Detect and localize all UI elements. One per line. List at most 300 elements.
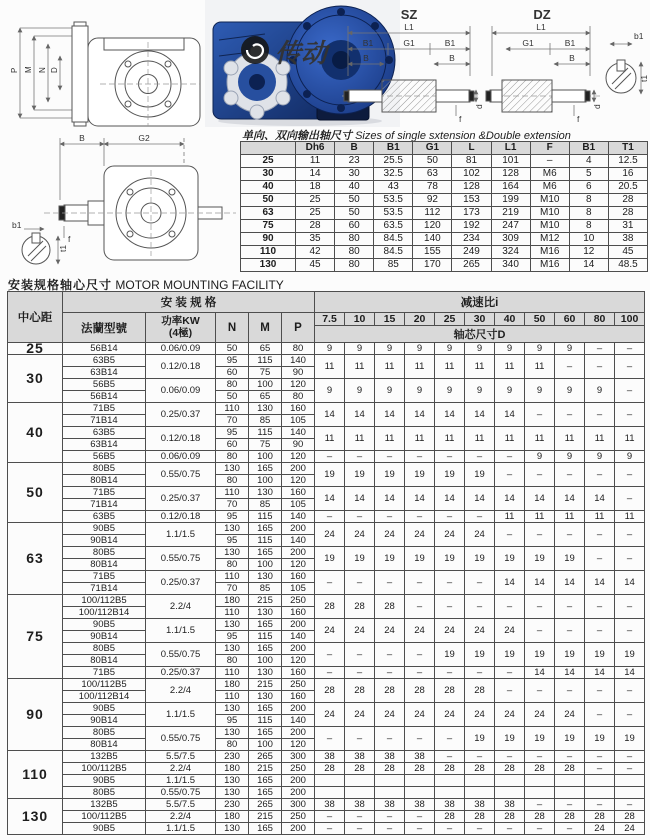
m-cell: 100 bbox=[249, 451, 282, 463]
shaft-d-cell: 11 bbox=[525, 355, 555, 379]
m-cell: 130 bbox=[249, 691, 282, 703]
dimension-row bbox=[241, 233, 648, 246]
p-cell: 200 bbox=[282, 463, 315, 475]
shaft-d-cell: 9 bbox=[495, 343, 525, 355]
shaft-d-cell: 19 bbox=[555, 727, 585, 751]
m-cell: 115 bbox=[249, 535, 282, 547]
sv-b-label: B bbox=[79, 133, 85, 143]
ratio-header-cell: 10 bbox=[345, 313, 375, 326]
shaft-d-cell: 11 bbox=[435, 427, 465, 451]
shaft-d-cell: 9 bbox=[525, 451, 555, 463]
n-cell: 110 bbox=[216, 667, 249, 679]
m-cell: 165 bbox=[249, 523, 282, 535]
shaft-d-cell: 19 bbox=[405, 463, 435, 487]
shaft-d-cell bbox=[345, 787, 375, 799]
shaft-d-cell: 19 bbox=[495, 547, 525, 571]
shaft-d-cell: – bbox=[435, 667, 465, 679]
flange-model-cell: 63B14 bbox=[63, 439, 146, 451]
power-cell: 2.2/4 bbox=[146, 763, 216, 775]
mounting-row bbox=[8, 343, 645, 355]
shaft-d-cell: 19 bbox=[495, 643, 525, 667]
shaft-d-cell: 19 bbox=[495, 727, 525, 751]
n-cell: 130 bbox=[216, 823, 249, 835]
shaft-d-cell: – bbox=[375, 511, 405, 523]
header-flange-model: 法蘭型號 bbox=[63, 313, 146, 343]
shaft-d-cell: 19 bbox=[345, 547, 375, 571]
shaft-d-cell bbox=[345, 775, 375, 787]
dim-value-cell: 340 bbox=[491, 259, 530, 272]
dimension-row bbox=[241, 246, 648, 259]
shaft-d-cell bbox=[315, 787, 345, 799]
flange-model-cell: 80B14 bbox=[63, 475, 146, 487]
shaft-d-cell: 11 bbox=[495, 427, 525, 451]
header-shaft-size: 轴芯尺寸D bbox=[315, 326, 645, 343]
mounting-row bbox=[8, 643, 645, 655]
model-cell: 110 bbox=[241, 246, 296, 259]
watermark-logo-icon bbox=[241, 36, 269, 64]
shaft-d-cell: 14 bbox=[525, 667, 555, 679]
shaft-d-cell: – bbox=[465, 511, 495, 523]
dim-value-cell: 35 bbox=[296, 233, 335, 246]
dim-value-cell: 4 bbox=[569, 155, 608, 168]
m-cell: 165 bbox=[249, 775, 282, 787]
shaft-d-cell: – bbox=[555, 523, 585, 547]
m-cell: 215 bbox=[249, 811, 282, 823]
p-cell: 120 bbox=[282, 655, 315, 667]
mounting-row bbox=[8, 451, 645, 463]
n-cell: 110 bbox=[216, 607, 249, 619]
shaft-d-cell: 11 bbox=[315, 355, 345, 379]
n-cell: 80 bbox=[216, 655, 249, 667]
mounting-row bbox=[8, 811, 645, 823]
ratio-header-cell: 40 bbox=[495, 313, 525, 326]
shaft-d-cell: 24 bbox=[525, 703, 555, 727]
n-cell: 110 bbox=[216, 571, 249, 583]
shaft-d-cell: 14 bbox=[585, 571, 615, 595]
dim-value-cell: 140 bbox=[413, 233, 452, 246]
shaft-d-cell: 28 bbox=[525, 811, 555, 823]
model-cell: 63 bbox=[241, 207, 296, 220]
shaft-d-cell: 9 bbox=[525, 343, 555, 355]
shaft-d-cell: 11 bbox=[375, 427, 405, 451]
shaft-d-cell: 24 bbox=[315, 619, 345, 643]
dim-value-cell: 50 bbox=[335, 207, 374, 220]
p-cell: 200 bbox=[282, 547, 315, 559]
shaft-d-cell: 19 bbox=[525, 547, 555, 571]
ratio-header-cell: 100 bbox=[615, 313, 645, 326]
model-cell: 90 bbox=[241, 233, 296, 246]
shaft-d-cell: 19 bbox=[465, 547, 495, 571]
shaft-d-cell: 28 bbox=[465, 679, 495, 703]
output-shaft-caption-cn: 单向、双向输出轴尺寸 bbox=[242, 130, 352, 142]
flange-model-cell: 56B14 bbox=[63, 391, 146, 403]
shaft-d-cell: 28 bbox=[555, 811, 585, 823]
p-cell: 250 bbox=[282, 763, 315, 775]
shaft-d-cell bbox=[525, 775, 555, 787]
shaft-d-cell: 11 bbox=[435, 355, 465, 379]
m-cell: 115 bbox=[249, 511, 282, 523]
shaft-d-cell: – bbox=[315, 667, 345, 679]
shaft-d-cell: – bbox=[585, 463, 615, 487]
shaft-d-cell bbox=[435, 775, 465, 787]
shaft-d-cell: – bbox=[585, 523, 615, 547]
flange-model-cell: 90B5 bbox=[63, 703, 146, 715]
shaft-d-cell: 14 bbox=[555, 571, 585, 595]
sz-b-right-label: B bbox=[449, 53, 455, 63]
shaft-d-cell: 11 bbox=[495, 355, 525, 379]
shaft-d-cell: 14 bbox=[555, 487, 585, 511]
n-cell: 80 bbox=[216, 475, 249, 487]
dim-value-cell: 11 bbox=[296, 155, 335, 168]
flange-model-cell: 71B14 bbox=[63, 415, 146, 427]
dim-value-cell: 60 bbox=[335, 220, 374, 233]
shaft-d-cell: – bbox=[435, 727, 465, 751]
dim-value-cell: 63 bbox=[413, 168, 452, 181]
shaft-d-cell: 14 bbox=[315, 487, 345, 511]
flange-model-cell: 90B14 bbox=[63, 631, 146, 643]
m-cell: 85 bbox=[249, 583, 282, 595]
header-n: N bbox=[216, 313, 249, 343]
shaft-d-cell: – bbox=[495, 751, 525, 763]
p-cell: 200 bbox=[282, 787, 315, 799]
shaft-d-cell: – bbox=[345, 511, 375, 523]
shaft-d-cell: – bbox=[555, 463, 585, 487]
p-cell: 200 bbox=[282, 523, 315, 535]
power-cell: 0.25/0.37 bbox=[146, 403, 216, 427]
shaft-d-cell: 14 bbox=[555, 667, 585, 679]
mounting-row bbox=[8, 763, 645, 775]
flange-model-cell: 80B14 bbox=[63, 739, 146, 751]
flange-model-cell: 56B5 bbox=[63, 451, 146, 463]
dim-value-cell: 16 bbox=[608, 168, 647, 181]
shaft-d-cell: – bbox=[435, 595, 465, 619]
shaft-d-cell: 9 bbox=[555, 343, 585, 355]
dim-value-cell: M16 bbox=[530, 259, 569, 272]
dim-value-cell: 5 bbox=[569, 168, 608, 181]
m-cell: 75 bbox=[249, 439, 282, 451]
shaft-d-cell: – bbox=[615, 547, 645, 571]
shaft-d-cell: 19 bbox=[345, 463, 375, 487]
shaft-d-cell: – bbox=[465, 751, 495, 763]
shaft-d-cell: – bbox=[525, 823, 555, 835]
mounting-row bbox=[8, 787, 645, 799]
shaft-d-cell: 19 bbox=[585, 727, 615, 751]
p-cell: 160 bbox=[282, 403, 315, 415]
flange-model-cell: 56B5 bbox=[63, 379, 146, 391]
shaft-d-cell: 24 bbox=[405, 523, 435, 547]
shaft-d-cell: 24 bbox=[315, 523, 345, 547]
flange-model-cell: 90B5 bbox=[63, 619, 146, 631]
power-cell: 0.06/0.09 bbox=[146, 343, 216, 355]
power-cell: 0.25/0.37 bbox=[146, 487, 216, 511]
n-cell: 130 bbox=[216, 523, 249, 535]
shaft-d-cell bbox=[495, 787, 525, 799]
m-cell: 115 bbox=[249, 631, 282, 643]
shaft-d-cell: 19 bbox=[525, 727, 555, 751]
shaft-d-cell bbox=[315, 775, 345, 787]
flange-model-cell: 80B5 bbox=[63, 643, 146, 655]
dim-value-cell: M6 bbox=[530, 168, 569, 181]
shaft-d-cell: 14 bbox=[495, 403, 525, 427]
n-cell: 95 bbox=[216, 511, 249, 523]
shaft-d-cell: – bbox=[465, 667, 495, 679]
flange-model-cell: 80B5 bbox=[63, 463, 146, 475]
model-cell: 30 bbox=[241, 168, 296, 181]
shaft-d-cell: – bbox=[615, 799, 645, 811]
shaft-d-cell bbox=[585, 775, 615, 787]
n-cell: 60 bbox=[216, 367, 249, 379]
center-distance-cell: 75 bbox=[8, 595, 63, 679]
shaft-d-cell: – bbox=[555, 799, 585, 811]
shaft-d-cell: – bbox=[585, 547, 615, 571]
shaft-d-cell: 14 bbox=[525, 571, 555, 595]
shaft-d-cell: 24 bbox=[495, 619, 525, 643]
flange-model-cell: 80B5 bbox=[63, 547, 146, 559]
dim-value-cell: 20.5 bbox=[608, 181, 647, 194]
shaft-d-cell: – bbox=[405, 727, 435, 751]
shaft-d-cell: – bbox=[495, 667, 525, 679]
mounting-row bbox=[8, 667, 645, 679]
n-cell: 180 bbox=[216, 811, 249, 823]
mounting-row bbox=[8, 595, 645, 607]
dim-value-cell: 80 bbox=[335, 233, 374, 246]
ratio-header-cell: 30 bbox=[465, 313, 495, 326]
shaft-d-cell: – bbox=[615, 523, 645, 547]
dim-header: B bbox=[335, 142, 374, 155]
shaft-d-cell bbox=[435, 787, 465, 799]
p-cell: 140 bbox=[282, 511, 315, 523]
dim-value-cell: 28 bbox=[608, 207, 647, 220]
p-cell: 160 bbox=[282, 607, 315, 619]
dim-value-cell: 164 bbox=[491, 181, 530, 194]
p-cell: 300 bbox=[282, 751, 315, 763]
p-cell: 105 bbox=[282, 499, 315, 511]
shaft-d-cell: – bbox=[525, 463, 555, 487]
shaft-d-cell: 28 bbox=[375, 763, 405, 775]
shaft-d-cell: 11 bbox=[315, 427, 345, 451]
n-cell: 110 bbox=[216, 691, 249, 703]
shaft-d-cell: 24 bbox=[435, 619, 465, 643]
header-p: P bbox=[282, 313, 315, 343]
p-cell: 120 bbox=[282, 379, 315, 391]
mounting-row bbox=[8, 487, 645, 499]
ratio-header-cell: 50 bbox=[525, 313, 555, 326]
shaft-d-cell: 38 bbox=[315, 751, 345, 763]
dim-value-cell: 30 bbox=[335, 168, 374, 181]
p-cell: 140 bbox=[282, 355, 315, 367]
dim-value-cell: 48.5 bbox=[608, 259, 647, 272]
flange-model-cell: 80B5 bbox=[63, 787, 146, 799]
flange-model-cell: 100/112B5 bbox=[63, 679, 146, 691]
dim-value-cell: 6 bbox=[569, 181, 608, 194]
flange-model-cell: 71B5 bbox=[63, 487, 146, 499]
n-cell: 130 bbox=[216, 727, 249, 739]
dim-value-cell: 85 bbox=[374, 259, 413, 272]
shaft-d-cell: – bbox=[615, 751, 645, 763]
shaft-d-cell: 11 bbox=[585, 511, 615, 523]
header-power-line2: (4極) bbox=[168, 326, 193, 339]
n-cell: 95 bbox=[216, 631, 249, 643]
dim-label-p: P bbox=[10, 67, 19, 73]
shaft-d-cell: – bbox=[615, 703, 645, 727]
shaft-d-cell bbox=[495, 775, 525, 787]
p-cell: 140 bbox=[282, 631, 315, 643]
shaft-d-cell: 28 bbox=[405, 679, 435, 703]
p-cell: 200 bbox=[282, 703, 315, 715]
m-cell: 165 bbox=[249, 643, 282, 655]
dim-value-cell: 8 bbox=[569, 220, 608, 233]
mounting-heading-cn: 安装规格轴心尺寸 bbox=[8, 278, 113, 292]
shaft-d-cell: 14 bbox=[615, 571, 645, 595]
shaft-d-cell: 24 bbox=[465, 703, 495, 727]
shaft-d-cell: – bbox=[315, 511, 345, 523]
dim-value-cell: 28 bbox=[608, 194, 647, 207]
shaft-d-cell: 38 bbox=[315, 799, 345, 811]
dim-value-cell: 155 bbox=[413, 246, 452, 259]
shaft-d-cell: 38 bbox=[405, 799, 435, 811]
dz-d-label: d bbox=[592, 104, 602, 109]
shaft-d-cell: 19 bbox=[555, 643, 585, 667]
shaft-d-cell bbox=[585, 787, 615, 799]
flange-model-cell: 80B14 bbox=[63, 655, 146, 667]
mounting-row bbox=[8, 619, 645, 631]
header-mounting-spec: 安 装 规 格 bbox=[63, 292, 315, 313]
shaft-d-cell: 14 bbox=[375, 403, 405, 427]
m-cell: 75 bbox=[249, 367, 282, 379]
m-cell: 65 bbox=[249, 391, 282, 403]
p-cell: 160 bbox=[282, 667, 315, 679]
flange-model-cell: 80B14 bbox=[63, 559, 146, 571]
shaft-d-cell: 38 bbox=[435, 799, 465, 811]
shaft-d-cell: 24 bbox=[495, 703, 525, 727]
model-cell: 50 bbox=[241, 194, 296, 207]
header-power-line1: 功率KW bbox=[161, 314, 200, 327]
m-cell: 115 bbox=[249, 427, 282, 439]
shaft-d-cell: 24 bbox=[315, 703, 345, 727]
dz-b-label: B bbox=[569, 53, 575, 63]
shaft-d-cell: – bbox=[585, 595, 615, 619]
shaft-d-cell: – bbox=[375, 811, 405, 823]
p-cell: 200 bbox=[282, 727, 315, 739]
n-cell: 130 bbox=[216, 643, 249, 655]
n-cell: 50 bbox=[216, 343, 249, 355]
sv-f-label: f bbox=[68, 234, 71, 244]
dim-value-cell: M10 bbox=[530, 207, 569, 220]
n-cell: 180 bbox=[216, 679, 249, 691]
flange-model-cell: 132B5 bbox=[63, 799, 146, 811]
sz-d-label: d bbox=[474, 104, 484, 109]
dim-value-cell: 309 bbox=[491, 233, 530, 246]
shaft-d-cell bbox=[555, 775, 585, 787]
header-reduction-ratio: 减速比i bbox=[315, 292, 645, 313]
sz-b-left-label: B bbox=[363, 53, 369, 63]
shaft-d-cell: – bbox=[315, 823, 345, 835]
model-cell: 25 bbox=[241, 155, 296, 168]
power-cell: 0.06/0.09 bbox=[146, 451, 216, 463]
m-cell: 165 bbox=[249, 787, 282, 799]
shaft-d-cell: – bbox=[315, 451, 345, 463]
shaft-d-cell: 38 bbox=[495, 799, 525, 811]
m-cell: 65 bbox=[249, 343, 282, 355]
ratio-header-cell: 15 bbox=[375, 313, 405, 326]
dim-value-cell: 14 bbox=[296, 168, 335, 181]
shaft-d-cell: 11 bbox=[525, 511, 555, 523]
shaft-d-cell: – bbox=[375, 643, 405, 667]
shaft-d-cell: 14 bbox=[435, 487, 465, 511]
flange-model-cell: 71B14 bbox=[63, 583, 146, 595]
shaft-d-cell: – bbox=[615, 463, 645, 487]
ratio-header-cell: 20 bbox=[405, 313, 435, 326]
shaft-d-cell bbox=[525, 787, 555, 799]
m-cell: 130 bbox=[249, 607, 282, 619]
flange-model-cell: 63B5 bbox=[63, 355, 146, 367]
mounting-row bbox=[8, 379, 645, 391]
n-cell: 130 bbox=[216, 463, 249, 475]
shaft-d-cell: 24 bbox=[585, 823, 615, 835]
p-cell: 140 bbox=[282, 715, 315, 727]
n-cell: 80 bbox=[216, 451, 249, 463]
n-cell: 110 bbox=[216, 403, 249, 415]
watermark bbox=[241, 36, 331, 68]
shaft-d-cell: – bbox=[615, 619, 645, 643]
shaft-d-cell: 11 bbox=[615, 511, 645, 523]
shaft-d-cell: 28 bbox=[315, 679, 345, 703]
dimension-row bbox=[241, 168, 648, 181]
power-cell: 2.2/4 bbox=[146, 679, 216, 703]
shaft-d-cell: – bbox=[435, 823, 465, 835]
shaft-d-cell: – bbox=[315, 811, 345, 823]
shaft-d-cell bbox=[405, 787, 435, 799]
shaft-d-cell: – bbox=[405, 451, 435, 463]
dim-value-cell: 92 bbox=[413, 194, 452, 207]
power-cell: 0.06/0.09 bbox=[146, 379, 216, 403]
shaft-d-cell: – bbox=[405, 643, 435, 667]
n-cell: 95 bbox=[216, 715, 249, 727]
p-cell: 90 bbox=[282, 367, 315, 379]
n-cell: 180 bbox=[216, 763, 249, 775]
shaft-d-cell: – bbox=[585, 355, 615, 379]
p-cell: 160 bbox=[282, 571, 315, 583]
dim-header: B1 bbox=[374, 142, 413, 155]
mounting-row bbox=[8, 775, 645, 787]
dim-value-cell: 14 bbox=[569, 259, 608, 272]
dim-value-cell: 12 bbox=[569, 246, 608, 259]
m-cell: 100 bbox=[249, 739, 282, 751]
p-cell: 105 bbox=[282, 415, 315, 427]
n-cell: 70 bbox=[216, 583, 249, 595]
dim-value-cell: 10 bbox=[569, 233, 608, 246]
shaft-d-cell: 24 bbox=[345, 523, 375, 547]
shaft-d-cell: – bbox=[345, 667, 375, 679]
m-cell: 165 bbox=[249, 823, 282, 835]
shaft-diagrams bbox=[338, 6, 648, 126]
dimension-row bbox=[241, 194, 648, 207]
dim-value-cell: 170 bbox=[413, 259, 452, 272]
shaft-d-cell: 28 bbox=[465, 763, 495, 775]
shaft-d-cell: 11 bbox=[465, 355, 495, 379]
shaft-d-cell: 38 bbox=[405, 751, 435, 763]
dimension-table-body bbox=[241, 155, 648, 272]
flange-model-cell: 132B5 bbox=[63, 751, 146, 763]
shaft-d-cell: 9 bbox=[405, 343, 435, 355]
sv-b1-label: b1 bbox=[12, 220, 22, 230]
center-distance-cell: 110 bbox=[8, 751, 63, 799]
shaft-d-cell: – bbox=[405, 811, 435, 823]
shaft-d-cell: 14 bbox=[615, 667, 645, 679]
power-cell: 5.5/7.5 bbox=[146, 751, 216, 763]
p-cell: 250 bbox=[282, 679, 315, 691]
mounting-row bbox=[8, 547, 645, 559]
